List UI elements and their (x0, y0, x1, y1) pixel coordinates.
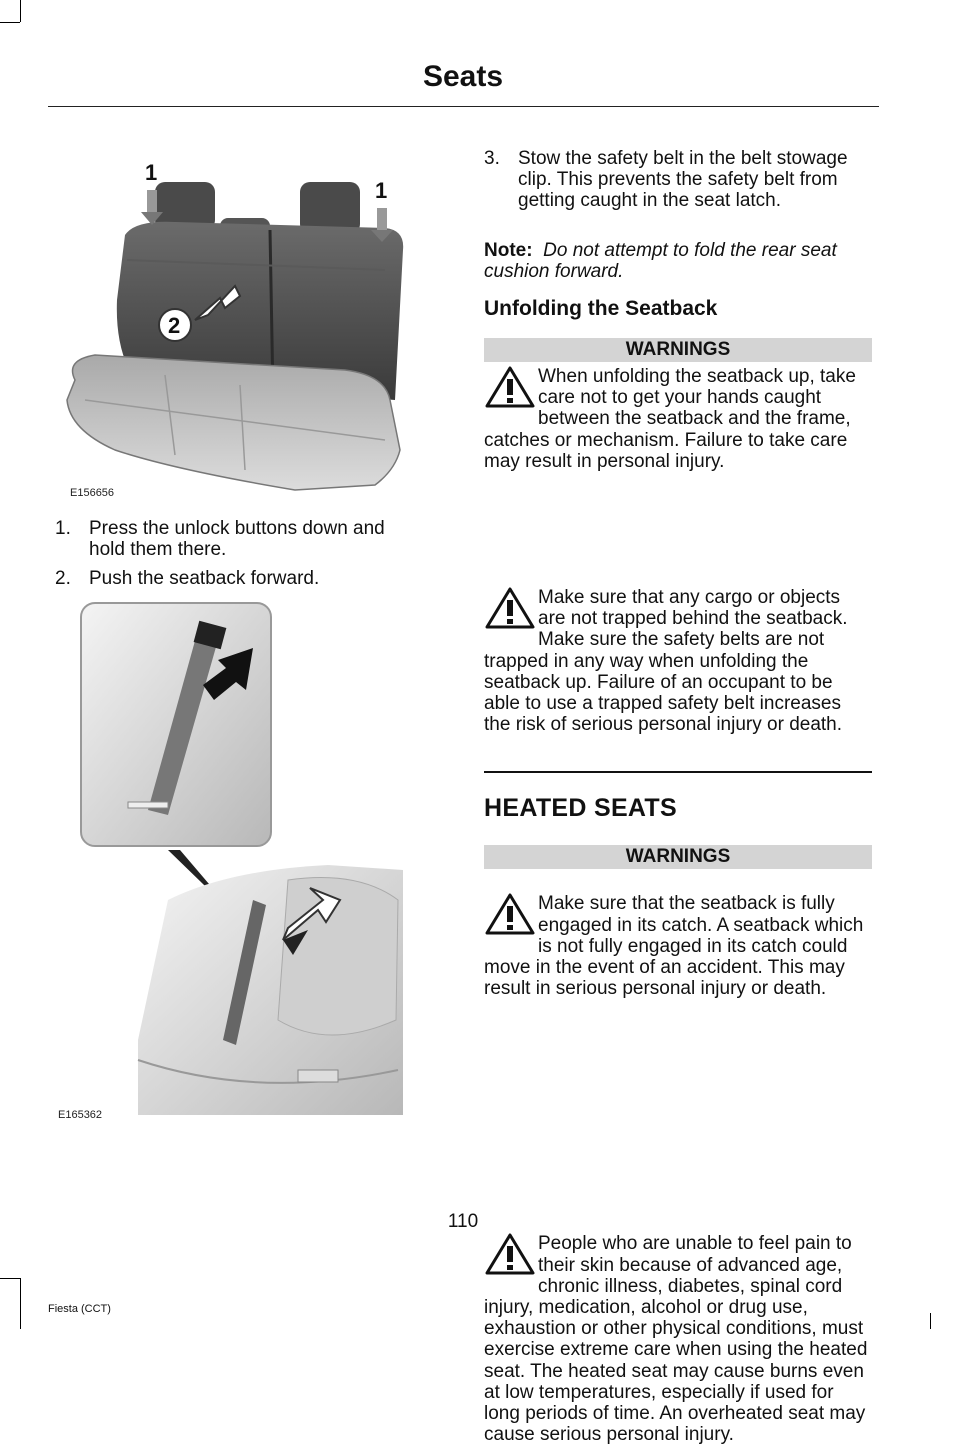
warning-paragraph (484, 1233, 872, 1445)
step-number: 2. (55, 568, 71, 590)
step-text: Stow the safety belt in the belt stowage clip. This prevents the safety belt from getting caught in the seat latch. (518, 148, 848, 212)
step-text: Push the seatback forward. (89, 568, 320, 590)
list-item (55, 568, 425, 589)
figure-label: E156656 (70, 487, 115, 499)
header-rule (48, 106, 879, 107)
crop-mark (930, 1313, 931, 1329)
step-text: Press the unlock buttons down and hold them there. (89, 518, 385, 561)
warning-icon (484, 1231, 536, 1277)
crop-mark (20, 1278, 21, 1329)
warnings-header: WARNINGS (484, 338, 872, 362)
section-heading: HEATED SEATS (484, 794, 677, 822)
warning-text: People who are unable to feel pain to their skin because of advanced age, chronic illness, diabetes, spinal cord injury, medication, alcohol or drug use, exhaustion or other physical conditions, must exercise extreme care when using the heated seat. The heated seat may cause burns even at low temperatures, especially if used for long periods of time. An overheated seat may cause serious personal injury. (484, 1233, 868, 1445)
callout-1-right: 1 (375, 178, 388, 203)
page-number: 110 (447, 1211, 479, 1232)
crop-mark (0, 22, 20, 23)
belt-stowage-illustration (78, 600, 408, 1120)
step-number: 1. (55, 518, 71, 539)
warning-paragraph (484, 893, 872, 999)
warning-text: When unfolding the seatback up, take care not to get your hands caught between the seatback and the frame, catches or mechanism. Failure to take care may result in personal injury. (484, 366, 856, 472)
rear-seat-illustration (55, 150, 415, 495)
list-item (484, 148, 872, 212)
figure-label: E165362 (58, 1109, 103, 1121)
steps-list-right (484, 148, 872, 212)
warning-paragraph (484, 587, 872, 735)
warning-text: Make sure that any cargo or objects are not trapped behind the seatback. Make sure the safety belts are not trapped in any way when unfolding the seatback up. Failure of an occupant to be able to use a trapped safety belt increases the risk of serious personal injury or death. (484, 587, 848, 736)
list-item (55, 518, 425, 560)
step-number: 3. (484, 148, 500, 169)
footer-model: Fiesta (CCT) (48, 1303, 111, 1315)
section-heading: Unfolding the Seatback (484, 297, 718, 320)
steps-list-left (55, 518, 425, 590)
warning-paragraph (484, 366, 872, 472)
callout-2: 2 (168, 313, 181, 338)
warnings-header: WARNINGS (484, 845, 872, 869)
note-text: Do not attempt to fold the rear seat cushion forward. (484, 240, 837, 283)
section-divider (484, 771, 872, 773)
crop-mark (20, 0, 21, 22)
warning-icon (484, 891, 536, 937)
warning-text: Make sure that the seatback is fully engaged in its catch. A seatback which is not fully engaged in its catch could move in the event of an accident. This may result in serious personal injury or death. (484, 893, 864, 1000)
page-title: Seats (422, 60, 504, 93)
callout-1-left: 1 (145, 160, 158, 185)
warning-icon (484, 364, 536, 410)
note (484, 240, 872, 282)
crop-mark (0, 1278, 20, 1279)
warning-icon (484, 585, 536, 631)
note-label: Note: (484, 240, 533, 261)
